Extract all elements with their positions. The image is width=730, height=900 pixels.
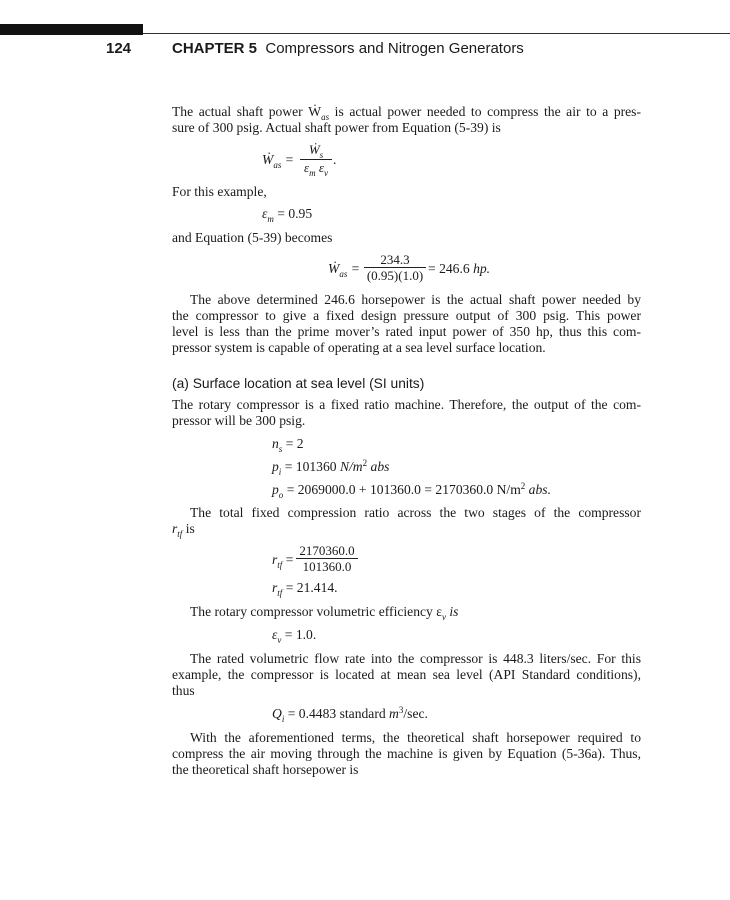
paragraph-line: thus: [172, 683, 195, 698]
paragraph-line: level is less than the prime mover’s rated input power of 350 hp, thus this com-: [172, 324, 641, 339]
chapter-title: Compressors and Nitrogen Generators: [265, 40, 524, 57]
paragraph-line: For this example,: [172, 184, 267, 199]
page-number: 124: [106, 40, 132, 57]
paragraph-line: the compressor to give a fixed design pressure output of 300 psig. This power: [172, 308, 641, 323]
paragraph-line: The rotary compressor is a fixed ratio machine. Therefore, the output of the com-: [172, 397, 641, 412]
paragraph-line: The rated volumetric flow rate into the compressor is 448.3 liters/sec. For this: [190, 651, 641, 666]
paragraph-line: and Equation (5-39) becomes: [172, 230, 333, 245]
equation-qi: $Q_i = 0.4483$ standard $m^3/\sec$.: [272, 705, 428, 724]
paragraph-line: The rotary compressor volumetric efficiency $\varepsilon_v$ is: [190, 604, 459, 622]
equation-ns: $n_s = 2$: [272, 436, 304, 454]
paragraph-line: The actual shaft power Ẇ$_{as}$ is actual power needed to compress the air to a pres-: [172, 104, 641, 122]
equation-ev: $\varepsilon_v = 1.0$.: [272, 627, 317, 645]
paragraph-line: $r_{tf}$ is: [172, 521, 195, 539]
paragraph-line: pressor will be 300 psig.: [172, 413, 306, 428]
header-bar: [0, 24, 143, 35]
equation-po: $p_o = 2069000.0 + 101360.0 = 2170360.0$ $N/m^2$ abs.: [272, 481, 551, 500]
equation-rtf-value: $r_{tf} = 21.414$.: [272, 580, 338, 598]
chapter-heading: [172, 40, 524, 57]
section-heading: (a) Surface location at sea level (SI units): [172, 376, 425, 391]
paragraph-line: the theoretical shaft horsepower is: [172, 762, 359, 777]
equation-was-fraction: $\frac{Ẇ_s}{\varepsilon_m \varepsilon_v}$: [300, 142, 332, 177]
paragraph-line: example, the compressor is located at mean sea level (API Standard conditions),: [172, 667, 641, 682]
paragraph-line: The above determined 246.6 horsepower is the actual shaft power needed by: [190, 292, 641, 307]
paragraph-line: With the aforementioned terms, the theoretical shaft horsepower required to: [190, 730, 641, 745]
equation-was-value-result: = 246.6 hp.: [428, 261, 491, 276]
paragraph-line: compress the air moving through the machine is given by Equation (5-36a). Thus,: [172, 746, 641, 761]
equation-was-lhs: Ẇ$_{as}$ =: [262, 152, 294, 170]
equation-was-value-fraction: $\frac{234.3}{(0.95)(1.0)}$: [364, 252, 426, 283]
paragraph-line: pressor system is capable of operating at a sea level surface location.: [172, 340, 546, 355]
equation-rtf-fraction: $\frac{2170360.0}{101360.0}$: [296, 543, 358, 574]
equation-was-tail: .: [333, 152, 337, 167]
paragraph-line: The total fixed compression ratio across the two stages of the compressor: [190, 505, 641, 520]
equation-pi: $p_i = 101360$ $N/m^2$ abs: [272, 458, 390, 477]
paragraph-line: sure of 300 psig. Actual shaft power from Equation (5-39) is: [172, 120, 501, 135]
chapter-label: CHAPTER 5: [172, 40, 258, 57]
equation-was-value-lhs: Ẇ$_{as}$ =: [328, 261, 360, 279]
header-rule: [143, 33, 730, 34]
equation-rtf-lhs: $r_{tf}$ =: [272, 552, 294, 570]
equation-em: $\varepsilon_m = 0.95$: [262, 206, 313, 224]
